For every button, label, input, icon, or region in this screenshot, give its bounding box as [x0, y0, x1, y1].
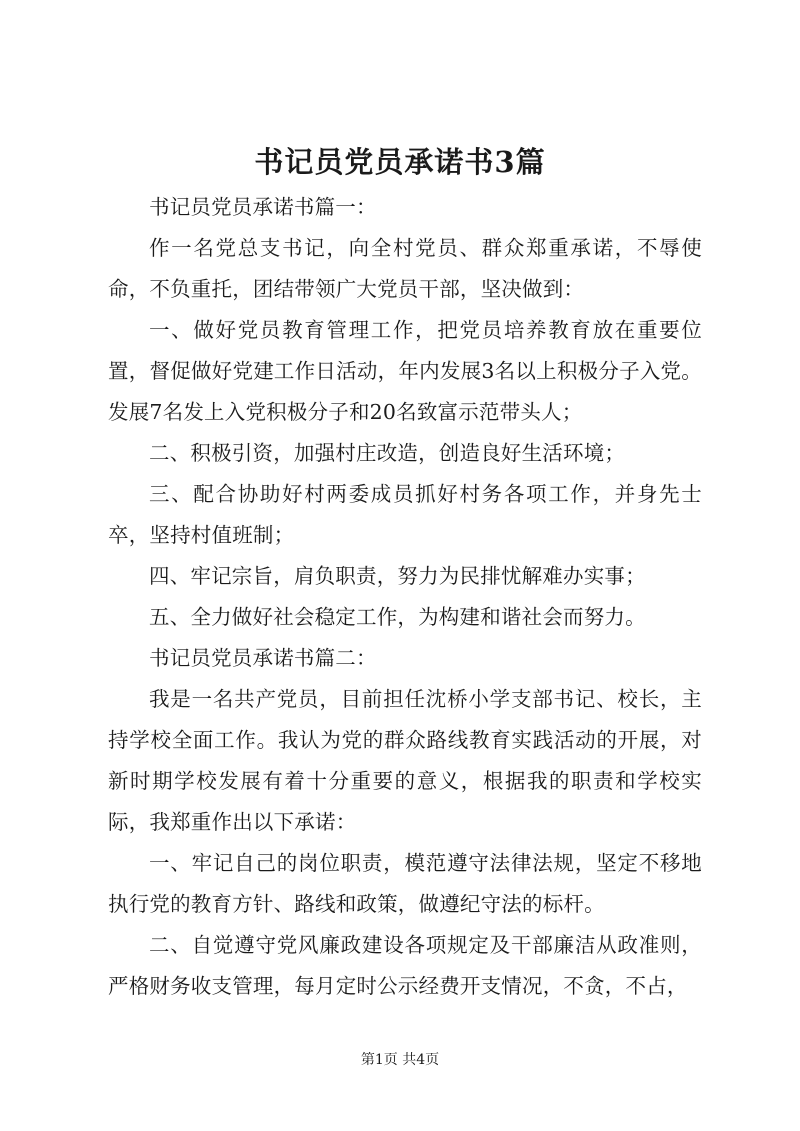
section-heading-one: 书记员党员承诺书篇一： — [149, 195, 377, 219]
paragraph-item-5: 五、全力做好社会稳定工作，为构建和谐社会而努力。 — [149, 605, 646, 629]
paragraph-intro-one: 作一名党总支书记，向全村党员、群众郑重承诺，不辱使命，不负重托，团结带领广大党员干部，坚决做到： — [108, 236, 702, 301]
paragraph-item-2: 二、积极引资，加强村庄改造，创造良好生活环境； — [149, 441, 626, 465]
paragraph-item-1: 一、做好党员教育管理工作，把党员培养教育放在重要位置，督促做好党建工作日活动，年内发展3名以上积极分子入党。发展7名发上入党积极分子和20名致富示范带头人； — [108, 318, 702, 424]
document-title: 书记员党员承诺书3篇 — [254, 145, 546, 179]
paragraph-item-3: 三、配合协助好村两委成员抓好村务各项工作，并身先士卒，坚持村值班制； — [108, 482, 702, 547]
paragraph-item-4: 四、牢记宗旨，肩负职责，努力为民排忧解难办实事； — [149, 564, 646, 588]
document-body — [108, 187, 702, 1007]
section-heading-two: 书记员党员承诺书篇二： — [149, 646, 377, 670]
page-number-footer: 第1页 共4页 — [360, 1052, 440, 1068]
paragraph-pledge-1: 一、牢记自己的岗位职责，模范遵守法律法规，坚定不移地执行党的教育方针、路线和政策，做遵纪守法的标杆。 — [108, 851, 702, 916]
paragraph-pledge-2: 二、自觉遵守党风廉政建设各项规定及干部廉洁从政准则，严格财务收支管理，每月定时公示经费开支情况，不贪，不占， — [108, 933, 702, 998]
paragraph-intro-two: 我是一名共产党员，目前担任沈桥小学支部书记、校长，主持学校全面工作。我认为党的群众路线教育实践活动的开展，对新时期学校发展有着十分重要的意义，根据我的职责和学校实际，我郑重作出以下承诺： — [108, 687, 702, 834]
